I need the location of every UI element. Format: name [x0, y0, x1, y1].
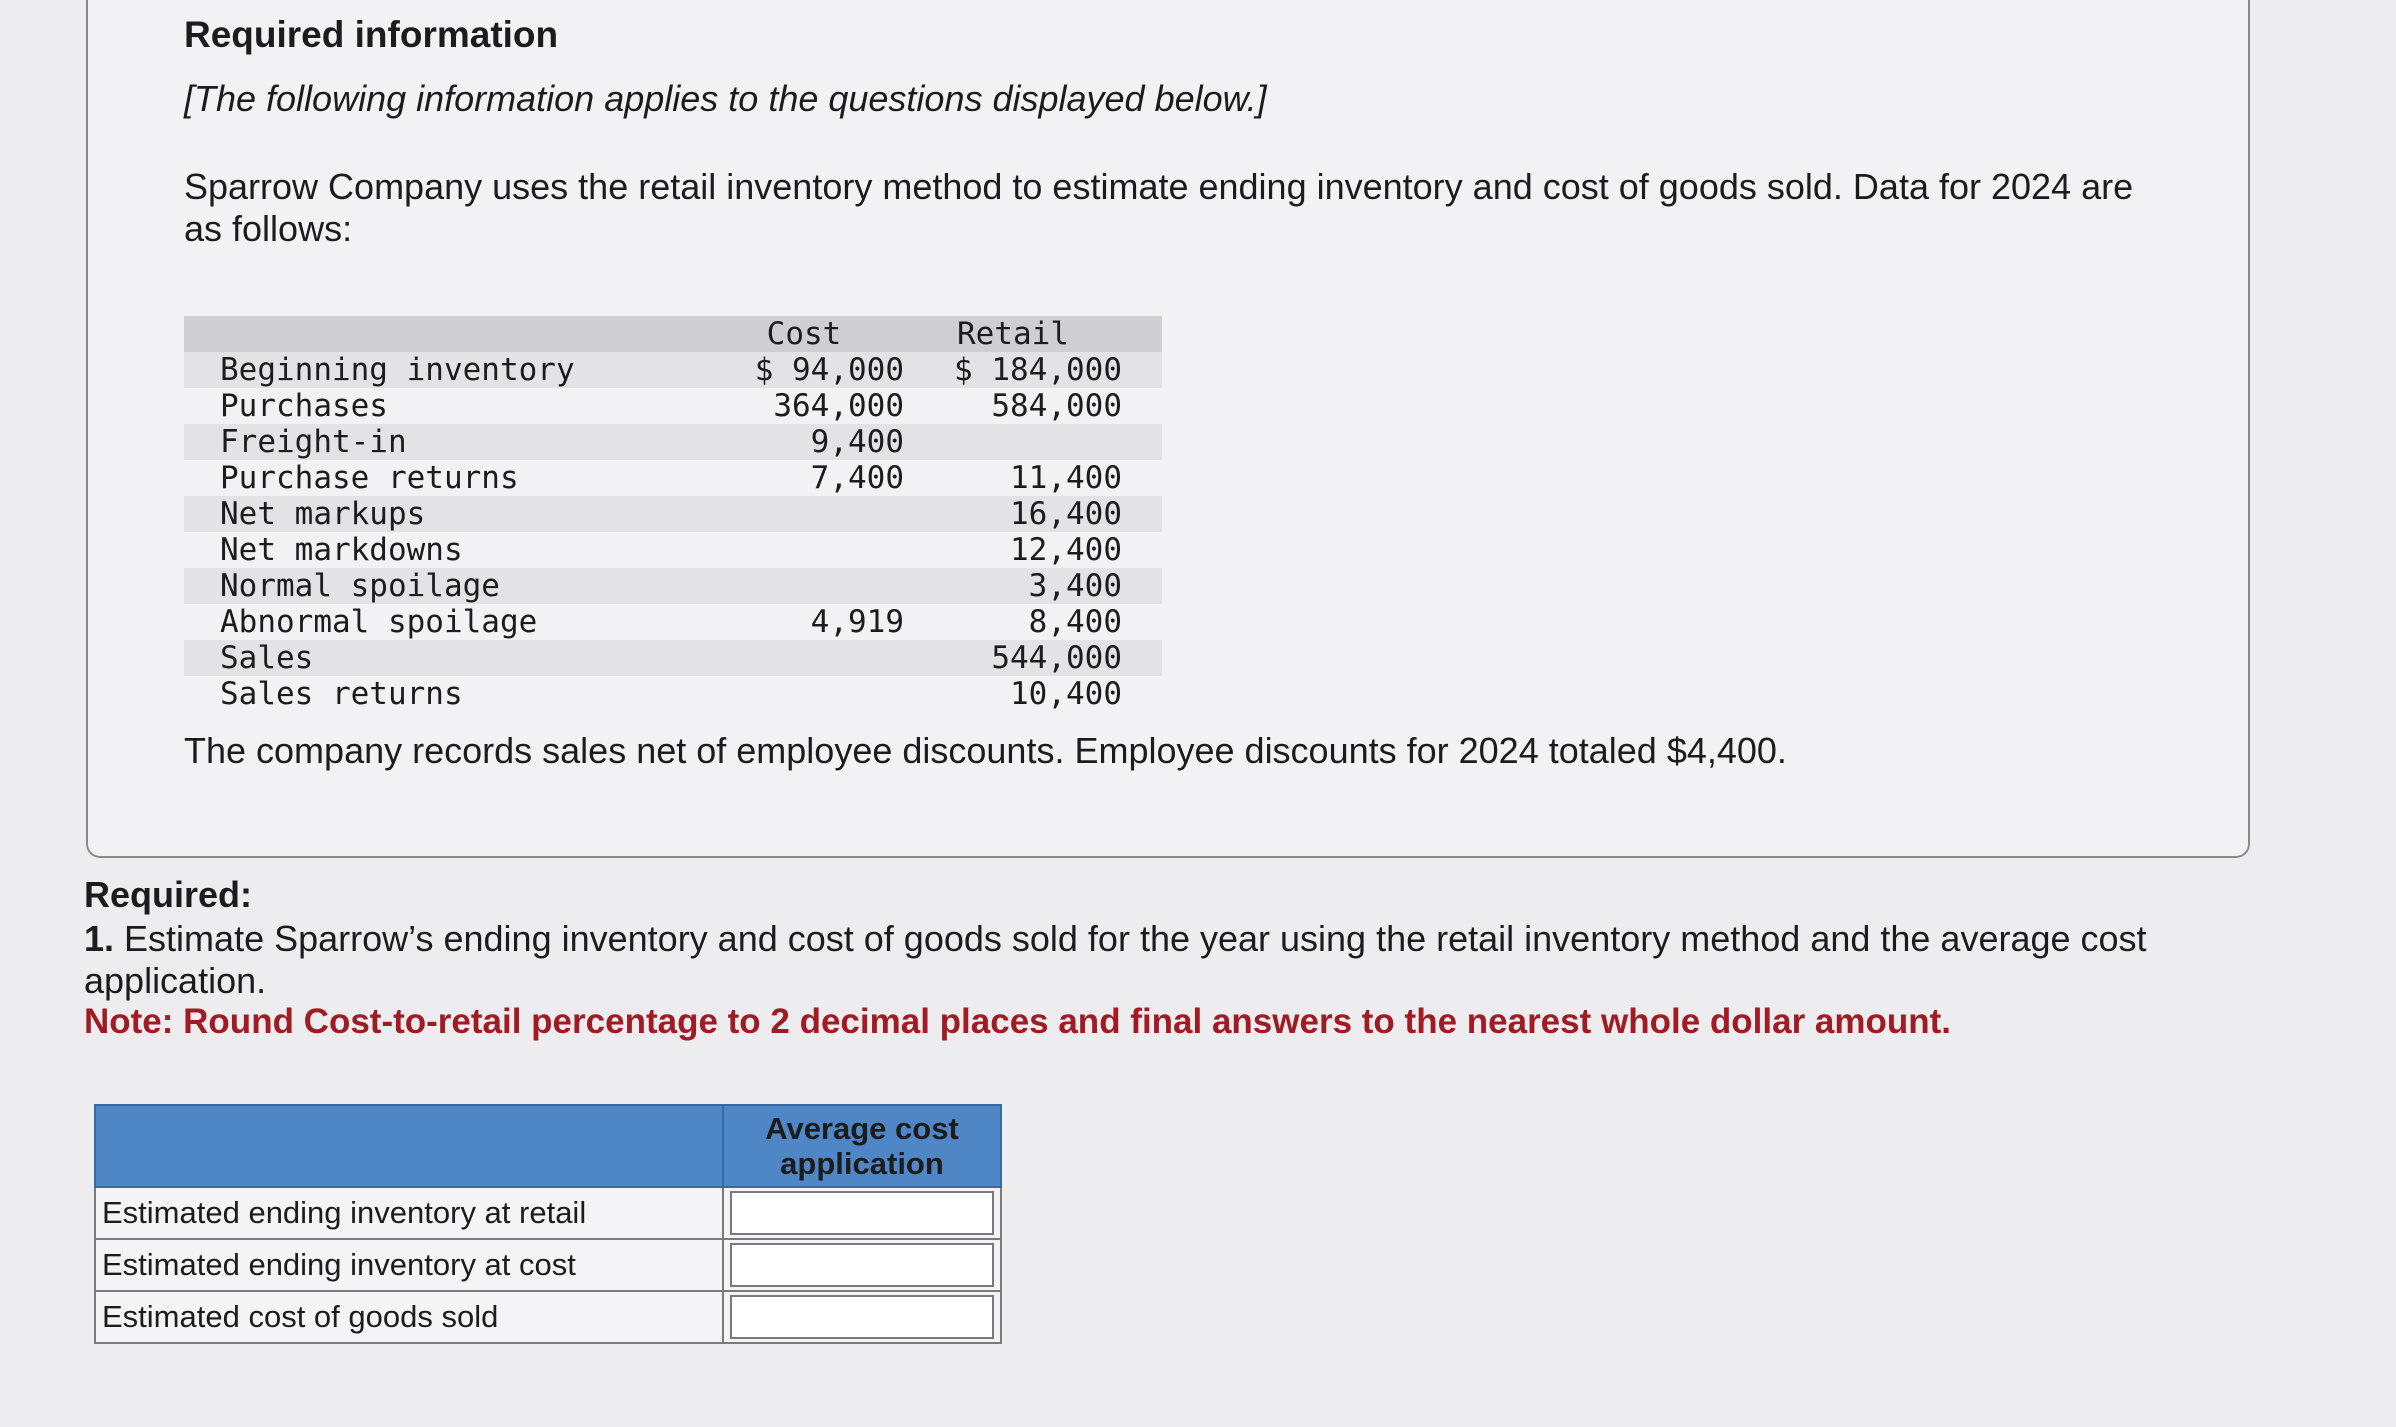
- row-cost: [704, 532, 904, 568]
- employee-discount-note: The company records sales net of employee discounts. Employee discounts for 2024 totaled $4,400.: [184, 730, 1787, 771]
- row-cost: [704, 496, 904, 532]
- answer-header-blank: [95, 1105, 723, 1187]
- cost-of-goods-sold-input[interactable]: [730, 1295, 994, 1339]
- answer-row-label: Estimated cost of goods sold: [95, 1291, 723, 1343]
- table-row: [184, 568, 1162, 604]
- header-retail: Retail: [904, 316, 1162, 352]
- row-label: Abnormal spoilage: [220, 604, 538, 640]
- row-label: Freight-in: [184, 424, 704, 460]
- data-table-header: [184, 316, 1162, 352]
- row-label: Beginning inventory: [184, 352, 704, 388]
- required-item: [84, 918, 2264, 1002]
- data-table: [184, 316, 1162, 712]
- row-label: Net markdowns: [220, 532, 463, 568]
- table-row: [184, 676, 1162, 712]
- table-row: [184, 640, 1162, 676]
- answer-table-header: [95, 1105, 1001, 1187]
- table-row: [184, 388, 1162, 424]
- row-cost: 4,919: [810, 604, 904, 640]
- header-cost: Cost: [704, 316, 904, 352]
- answer-row: [95, 1239, 1001, 1291]
- row-cost: [704, 676, 904, 712]
- row-label: Normal spoilage: [184, 568, 704, 604]
- table-row: [184, 352, 1162, 388]
- table-row: [184, 532, 1162, 568]
- answer-header-average-cost: Average cost application: [723, 1105, 1001, 1187]
- answer-row: [95, 1291, 1001, 1343]
- answer-cell: [723, 1187, 1001, 1239]
- ending-inventory-retail-input[interactable]: [730, 1191, 994, 1235]
- row-retail: 10,400: [1010, 676, 1122, 712]
- row-label: Sales returns: [220, 676, 463, 712]
- table-row: [184, 496, 1162, 532]
- table-row: [184, 604, 1162, 640]
- row-label: Purchases: [220, 388, 388, 424]
- answer-row: [95, 1187, 1001, 1239]
- info-description: Sparrow Company uses the retail inventory method to estimate ending inventory and cost of goods sold. Data for 2024 are as follows:: [184, 166, 2134, 249]
- row-retail: 3,400: [904, 568, 1162, 604]
- row-retail: 584,000: [991, 388, 1122, 424]
- answer-cell: [723, 1291, 1001, 1343]
- answer-table: [94, 1104, 1002, 1344]
- row-retail: 8,400: [1028, 604, 1122, 640]
- ending-inventory-cost-input[interactable]: [730, 1243, 994, 1287]
- row-retail: 11,400: [1010, 460, 1122, 496]
- row-cost: [704, 640, 904, 676]
- table-row: [184, 460, 1162, 496]
- row-label: Net markups: [184, 496, 704, 532]
- info-title: Required information: [184, 14, 559, 55]
- row-label: Sales: [184, 640, 704, 676]
- required-item-number: 1.: [84, 918, 115, 959]
- row-cost: $ 94,000: [704, 352, 904, 388]
- answer-cell: [723, 1239, 1001, 1291]
- rounding-note: Note: Round Cost-to-retail percentage to 2 decimal places and final answers to the nearest whole dollar amount.: [84, 1002, 1952, 1041]
- header-blank: [184, 316, 704, 352]
- answer-row-label: Estimated ending inventory at cost: [95, 1239, 723, 1291]
- required-heading: Required:: [84, 874, 253, 915]
- answer-row-label: Estimated ending inventory at retail: [95, 1187, 723, 1239]
- row-retail: 544,000: [904, 640, 1162, 676]
- table-row: [184, 424, 1162, 460]
- row-cost: 364,000: [773, 388, 904, 424]
- row-cost: 9,400: [704, 424, 904, 460]
- required-item-text: Estimate Sparrow’s ending inventory and cost of goods sold for the year using the retail inventory method and the average cost application.: [84, 918, 2147, 1001]
- row-retail: [904, 424, 1162, 460]
- row-retail: $ 184,000: [904, 352, 1162, 388]
- row-label: Purchase returns: [220, 460, 519, 496]
- row-retail: 12,400: [1010, 532, 1122, 568]
- info-intro: [The following information applies to the questions displayed below.]: [184, 78, 1267, 119]
- row-retail: 16,400: [904, 496, 1162, 532]
- row-cost: [704, 568, 904, 604]
- row-cost: 7,400: [810, 460, 904, 496]
